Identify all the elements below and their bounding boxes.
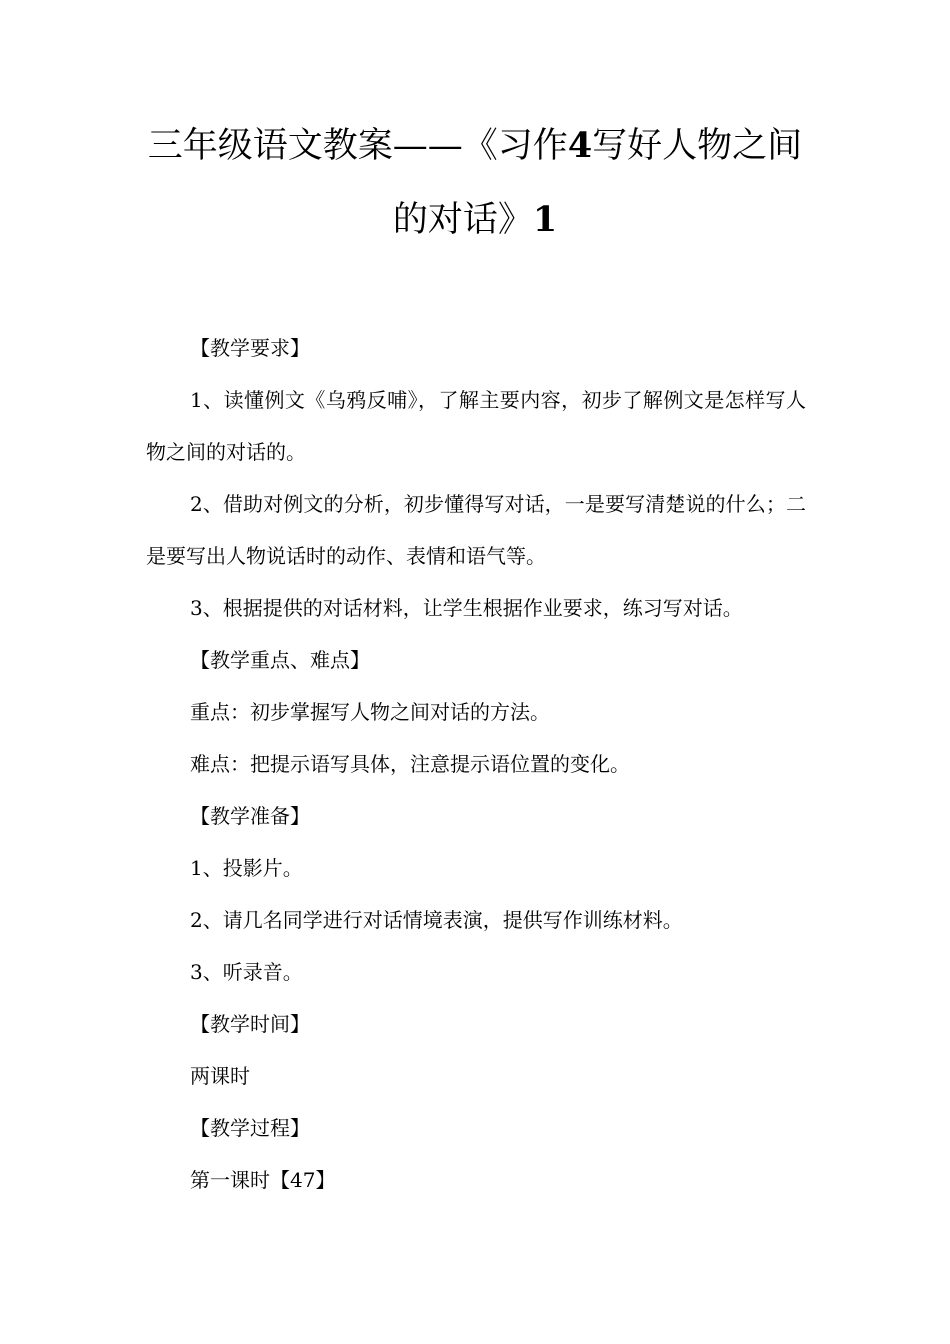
paragraph: 两课时 bbox=[190, 1064, 250, 1088]
section-heading: 【教学准备】 bbox=[190, 804, 310, 828]
document-title-line-2 bbox=[0, 200, 950, 240]
document-body bbox=[146, 322, 806, 1206]
title-text: 的对话》 bbox=[392, 200, 533, 240]
section-heading: 【教学要求】 bbox=[190, 336, 310, 360]
section-heading: 【教学时间】 bbox=[190, 1012, 310, 1036]
title-text: 写好人物之间 bbox=[592, 126, 803, 166]
paragraph: 1、读懂例文《乌鸦反哺》，了解主要内容，初步了解例文是怎样写人物之间的对话的。 bbox=[146, 388, 806, 464]
title-number: 4 bbox=[567, 125, 593, 166]
paragraph: 2、请几名同学进行对话情境表演，提供写作训练材料。 bbox=[190, 908, 683, 932]
document-title-line-1 bbox=[0, 126, 950, 166]
section-heading: 【教学过程】 bbox=[190, 1116, 310, 1140]
section-heading: 【教学重点、难点】 bbox=[190, 648, 370, 672]
paragraph: 难点：把提示语写具体，注意提示语位置的变化。 bbox=[190, 752, 630, 776]
paragraph: 3、根据提供的对话材料，让学生根据作业要求，练习写对话。 bbox=[190, 596, 743, 620]
title-number: 1 bbox=[532, 199, 558, 240]
paragraph: 2、借助对例文的分析，初步懂得写对话，一是要写清楚说的什么；二是要写出人物说话时的动作、表情和语气等。 bbox=[146, 492, 806, 568]
paragraph: 重点：初步掌握写人物之间对话的方法。 bbox=[190, 700, 550, 724]
title-text: 三年级语文教案——《习作 bbox=[147, 126, 568, 166]
paragraph: 第一课时【47】 bbox=[190, 1168, 336, 1192]
paragraph: 1、投影片。 bbox=[190, 856, 303, 880]
paragraph: 3、听录音。 bbox=[190, 960, 303, 984]
